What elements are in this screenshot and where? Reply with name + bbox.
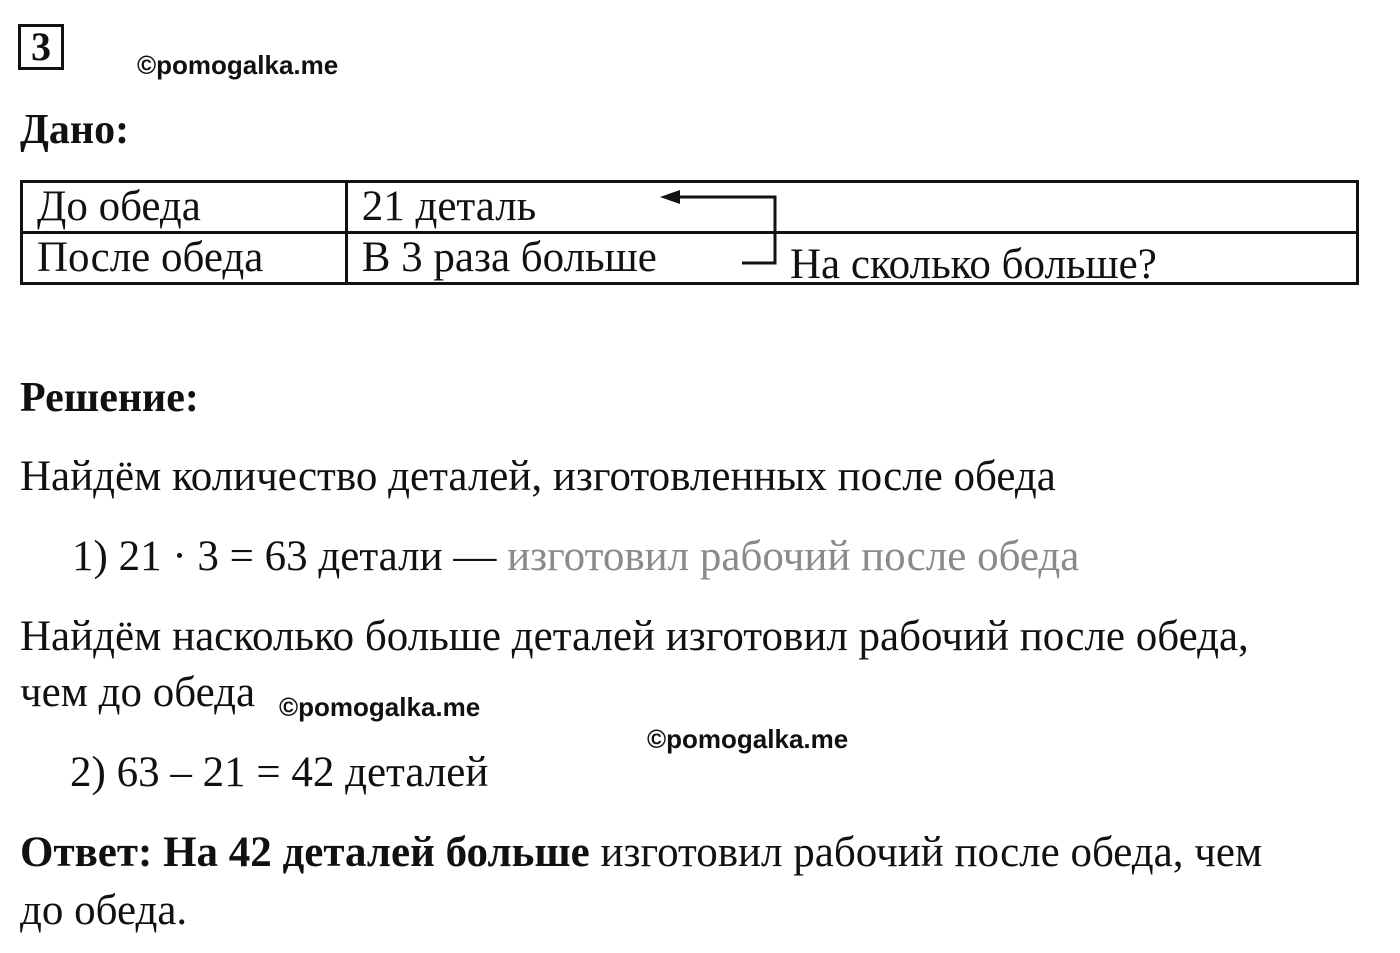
- row-label-after-lunch: После обеда: [22, 233, 347, 284]
- step1-line: [72, 532, 1079, 581]
- step1-expression: 1) 21 · 3 = 63 детали —: [72, 533, 497, 580]
- answer-label: Ответ:: [20, 829, 153, 876]
- task-number: 3: [31, 24, 51, 69]
- step1-note: изготовил рабочий после обеда: [507, 533, 1080, 580]
- watermark-top: ©pomogalka.me: [137, 50, 339, 80]
- step2-intro-line2: чем до обеда: [20, 669, 256, 716]
- answer-bold-part: На 42 деталей больше: [163, 829, 590, 876]
- step2-intro-line1: Найдём насколько больше деталей изготовил рабочий после обеда,: [20, 613, 1249, 660]
- row-label-before-lunch: До обеда: [22, 182, 347, 233]
- row-value-before-lunch: 21 деталь: [346, 182, 1357, 233]
- watermark-center: ©pomogalka.me: [647, 724, 849, 754]
- question-text: На сколько больше?: [790, 241, 1157, 288]
- answer-rest: изготовил рабочий после обеда, чем: [600, 829, 1263, 876]
- watermark-middle: ©pomogalka.me: [279, 692, 481, 722]
- solution-heading: Решение:: [20, 375, 199, 421]
- row-value-after-lunch: В 3 раза больше: [346, 233, 1357, 284]
- answer-line2: до обеда.: [20, 887, 188, 934]
- given-heading: Дано:: [20, 107, 130, 153]
- step2-expression: 2) 63 – 21 = 42 деталей: [70, 749, 489, 796]
- answer-line1: [20, 828, 1262, 877]
- step1-intro: Найдём количество деталей, изготовленных после обеда: [20, 453, 1056, 500]
